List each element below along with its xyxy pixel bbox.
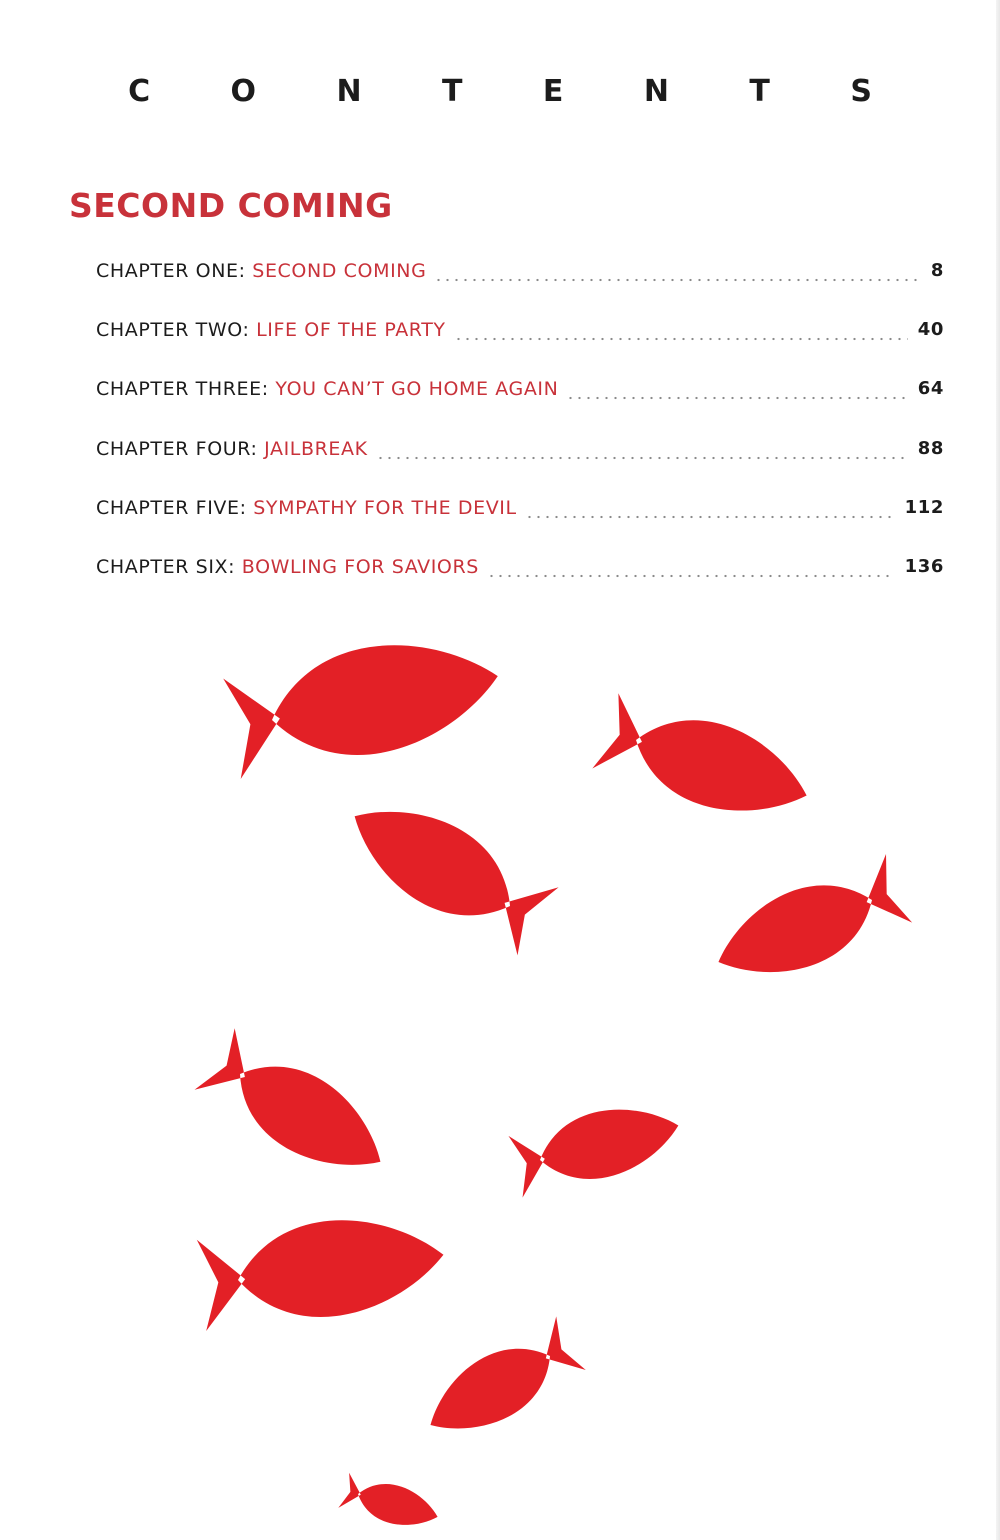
chapter-number-label: CHAPTER FIVE: [96, 496, 247, 519]
toc-entry-chapter-two[interactable] [96, 313, 944, 372]
fish-icon [194, 1026, 401, 1195]
chapter-title: BOWLING FOR SAVIORS [241, 555, 479, 578]
page-title: C O N T E N T S [128, 74, 907, 109]
fish-illustration [0, 600, 1000, 1540]
chapter-title: SECOND COMING [252, 260, 427, 282]
chapter-title: LIFE OF THE PARTY [256, 319, 446, 342]
chapter-number-label: CHAPTER TWO: [96, 319, 250, 342]
dot-leader [376, 432, 908, 466]
toc-entry-chapter-five[interactable] [96, 491, 944, 550]
page-number: 88 [917, 437, 944, 459]
toc-entry-chapter-one[interactable] [96, 254, 944, 313]
fish-icon [221, 624, 508, 780]
chapter-number-label: CHAPTER THREE: [96, 378, 269, 401]
chapter-title: SYMPATHY FOR THE DEVIL [253, 496, 517, 519]
fish-icon [592, 690, 819, 834]
chapter-number-label: CHAPTER FOUR: [96, 437, 258, 460]
dot-leader [487, 550, 895, 584]
chapter-number-label: CHAPTER SIX: [96, 555, 236, 578]
table-of-contents [96, 254, 944, 609]
page-number: 40 [917, 319, 944, 341]
chapter-title: YOU CAN’T GO HOME AGAIN [275, 378, 559, 401]
fish-icon [415, 1316, 588, 1453]
fish-icon [704, 853, 914, 997]
dot-leader [525, 491, 895, 525]
page-number: 8 [930, 260, 944, 281]
page-number: 64 [917, 378, 944, 400]
dot-leader [454, 313, 908, 347]
fish-icon [507, 1094, 687, 1199]
page-number: 112 [904, 496, 944, 518]
chapter-number-label: CHAPTER ONE: [96, 260, 246, 282]
fish-icon [334, 780, 559, 958]
toc-entry-chapter-four[interactable] [96, 432, 944, 491]
dot-leader [566, 372, 907, 406]
fish-icon [338, 1471, 443, 1535]
chapter-title: JAILBREAK [264, 437, 368, 460]
dot-leader [434, 254, 920, 288]
toc-entry-chapter-three[interactable] [96, 372, 944, 431]
fish-icon [195, 1207, 450, 1332]
section-title: SECOND COMING [69, 186, 393, 225]
page-number: 136 [904, 555, 944, 577]
